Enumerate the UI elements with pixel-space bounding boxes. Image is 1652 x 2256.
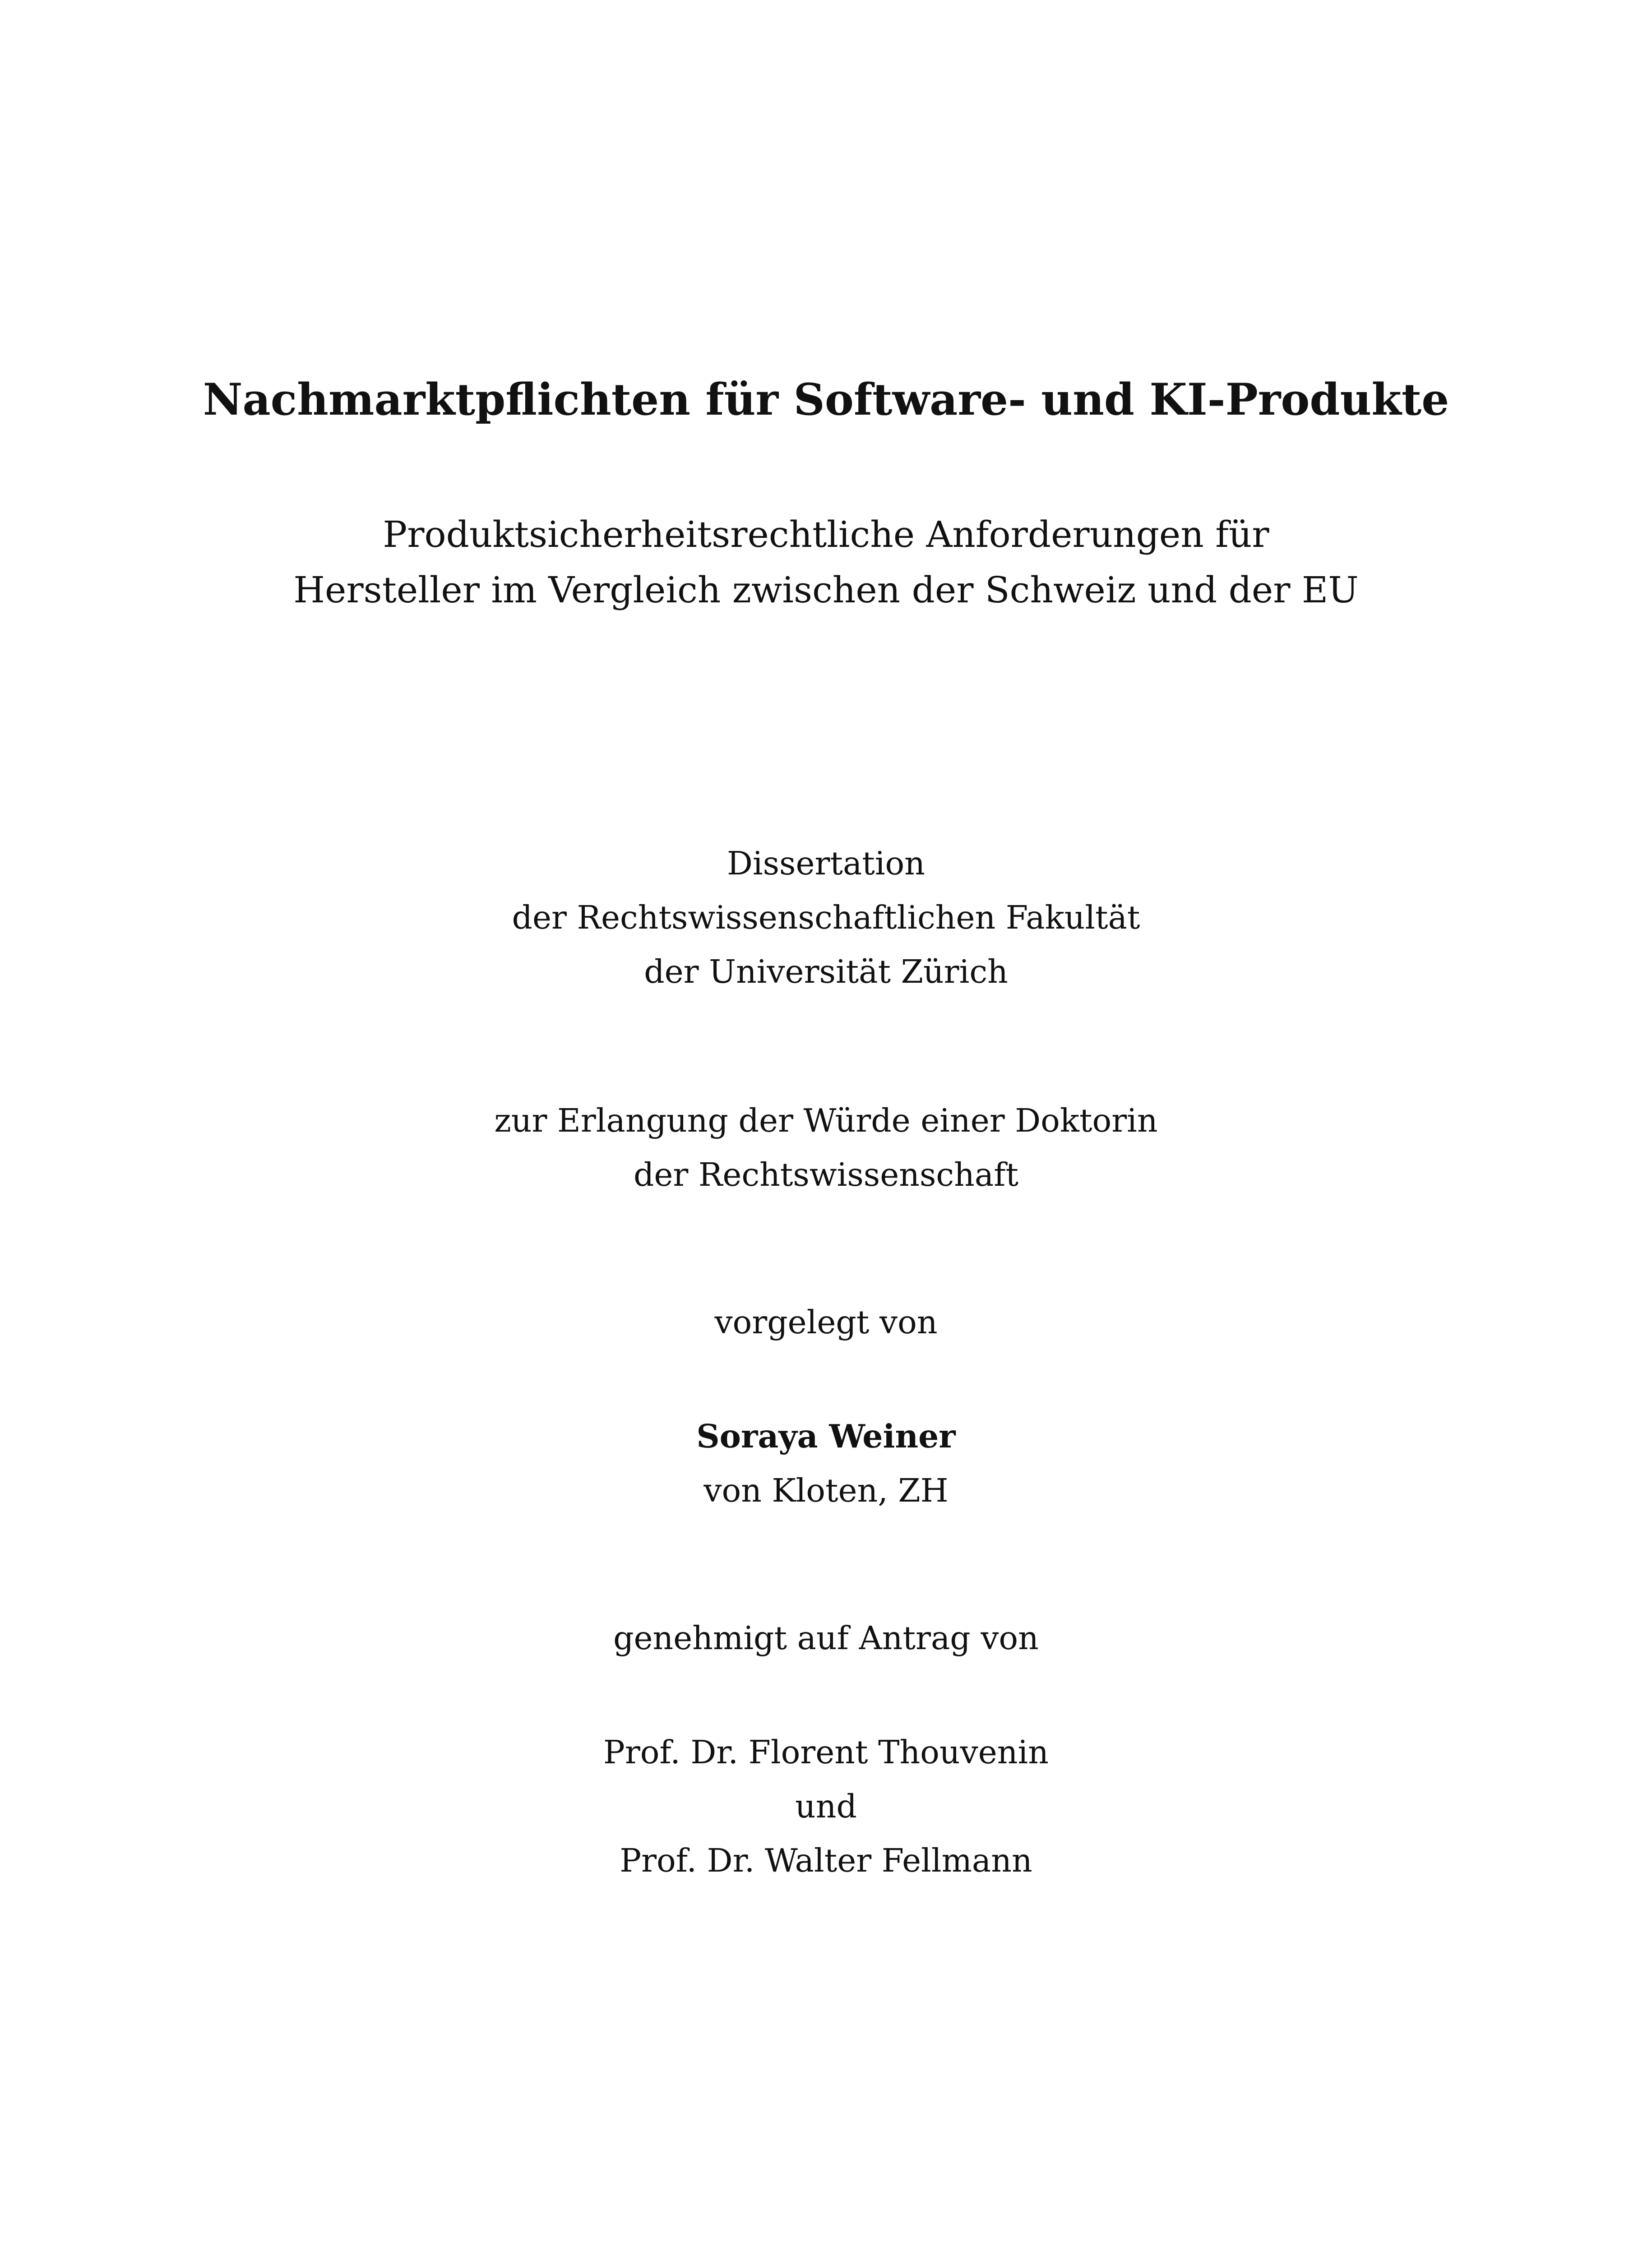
subtitle-line-2: Hersteller im Vergleich zwischen der Schweiz und der EU: [293, 569, 1359, 611]
approved-label: genehmigt auf Antrag von: [613, 1619, 1039, 1657]
supervisor-1: Prof. Dr. Florent Thouvenin: [603, 1734, 1049, 1771]
purpose-line-1: zur Erlangung der Würde einer Doktorin: [494, 1102, 1158, 1139]
subtitle-line-1: Produktsicherheitsrechtliche Anforderungen für: [383, 513, 1269, 555]
submitted-by-label: vorgelegt von: [714, 1304, 938, 1341]
author-name: Soraya Weiner: [696, 1417, 956, 1455]
document-title: Nachmarktpflichten für Software- und KI-Produkte: [203, 374, 1449, 425]
faculty-line: der Rechtswissenschaftlichen Fakultät: [512, 899, 1140, 936]
supervisor-2: Prof. Dr. Walter Fellmann: [620, 1842, 1032, 1879]
supervisor-connector: und: [795, 1788, 857, 1825]
author-origin: von Kloten, ZH: [703, 1472, 949, 1509]
purpose-line-2: der Rechtswissenschaft: [633, 1156, 1019, 1193]
university-line: der Universität Zürich: [644, 953, 1008, 990]
dissertation-label: Dissertation: [727, 845, 925, 882]
